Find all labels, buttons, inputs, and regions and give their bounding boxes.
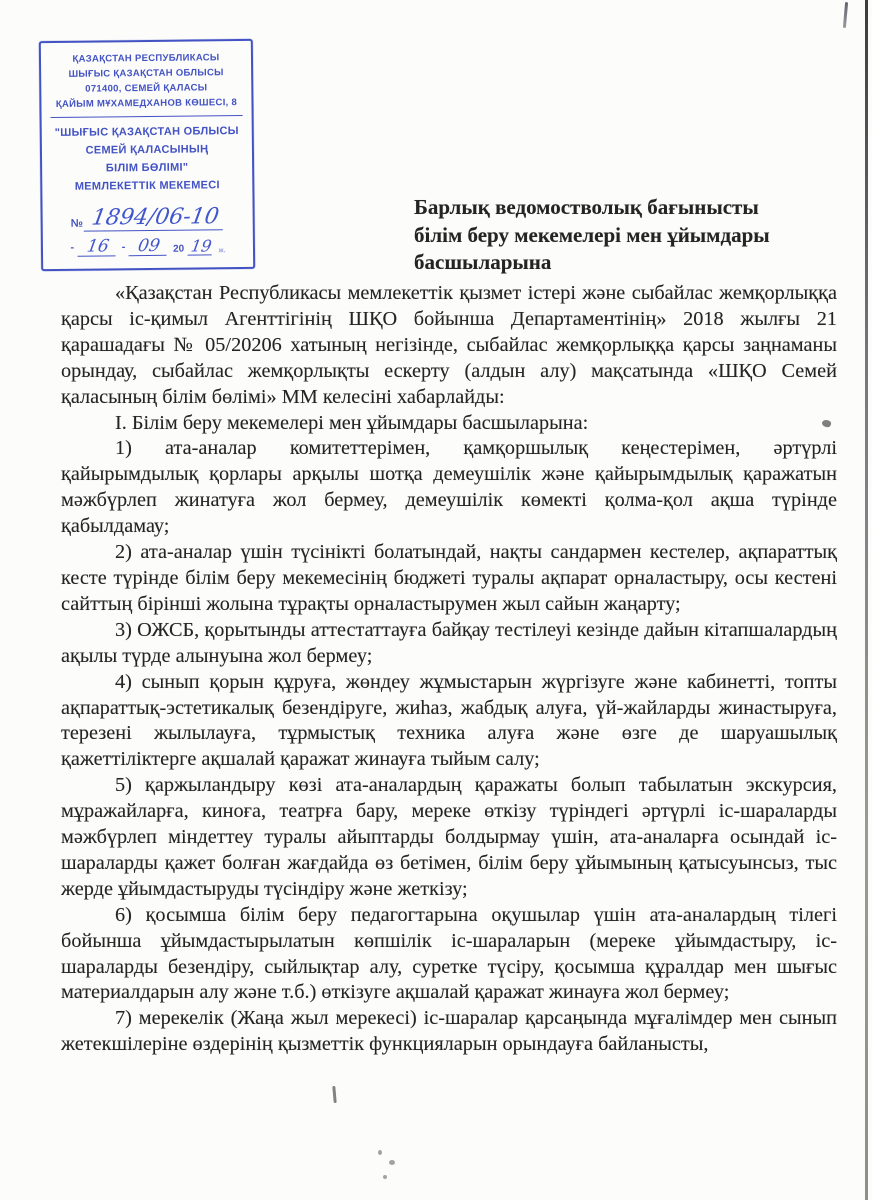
registration-stamp xyxy=(39,39,255,271)
stamp-org-line: МЕМЛЕКЕТТІК МЕКЕМЕСІ xyxy=(74,179,220,193)
body-paragraph-intro: «Қазақстан Республикасы мемлекеттік қызмет істері және сыбайлас жемқорлыққа қарсы іс-қимыл Агенттігінің ШҚО бойынша Департаментінің» 2018 жылғы 21 қарашадағы № 05/20206 хатының негізінде, сыбайлас жемқорлыққа қарсы заңнаманы орындау, сыбайлас жемқорлықты ескерту (алдын алу) мақсатында «ШҚО Семей қаласының білім бөлімі» ММ келесіні хабарлайды: xyxy=(61,282,837,408)
stamp-org-line: "ШЫҒЫС ҚАЗАҚСТАН ОБЛЫСЫ xyxy=(54,125,239,139)
stamp-date-dash: - xyxy=(121,241,126,254)
stamp-address-line: ҚАЙЫМ МҰХАМЕДХАНОВ КӨШЕСІ, 8 xyxy=(55,97,238,110)
speck-artifact xyxy=(378,1150,382,1155)
pen-mark-artifact xyxy=(843,2,848,28)
scan-edge-artifact xyxy=(865,0,868,1200)
stamp-date-month-handwritten: 09 xyxy=(129,238,170,256)
recipient-line: басшыларына xyxy=(414,250,552,274)
stamp-number-label: № xyxy=(70,217,83,230)
letter-body xyxy=(61,281,837,1058)
stamp-date-row xyxy=(46,237,250,257)
stamp-date-day-handwritten: 16 xyxy=(78,238,119,256)
stamp-date-dash: - xyxy=(70,241,75,254)
stamp-year-handwritten: 19 xyxy=(189,236,214,256)
stamp-number-handwritten: 1894/06-10 xyxy=(84,206,227,231)
stamp-org-line: СЕМЕЙ ҚАЛАСЫНЫҢ xyxy=(85,143,209,157)
stamp-year-suffix: ж. xyxy=(218,247,226,255)
stamp-address-block xyxy=(44,50,249,112)
stamp-address-line: ҚАЗАҚСТАН РЕСПУБЛИКАСЫ xyxy=(72,52,220,65)
body-paragraph-item-7: 7) мерекелік (Жаңа жыл мерекесі) іс-шаралар қарсаңында мұғалімдер мен сынып жетекшілеріне өздерінің қызметтік функцияларын орындауға байланысты, xyxy=(61,1007,837,1056)
body-paragraph-item-6: 6) қосымша білім беру педагогтарына оқушылар үшін ата-аналардың тілегі бойынша ұйымдастырылатын көпшілік іс-шараларын (мереке ұйымдастыру, іс-шараларды безендіру, сыйлықтар алу, суретке түсіру, қосымша құралдар мен шығыс материалдарын алу және т.б.) өткізуге ақшалай қаражат жинауға жол бермеу; xyxy=(61,903,837,1004)
recipient-line: білім беру мекемелері мен ұйымдары xyxy=(414,222,770,247)
body-paragraph-item-2: 2) ата-аналар үшін түсінікті болатындай, нақты сандармен кестелер, ақпараттық кесте түрінде білім беру мекемесінің бюджеті туралы ақпарат орналастыру, осы кестені сайттың бірінші жолына тұрақты орналастырумен жыл сайын жаңарту; xyxy=(61,541,837,615)
body-paragraph-item-1: 1) ата-аналар комитеттерімен, қамқоршылық кеңестерімен, әртүрлі қайырымдылық қорлары арқылы шотқа демеушілік және қайырымдылық қаражатын мәжбүрлеп жинатуға жол бермеу, демеушілік көмекті қолма-қол ақша түрінде қабылдамау; xyxy=(61,437,837,538)
stamp-address-line: 071400, СЕМЕЙ ҚАЛАСЫ xyxy=(85,82,208,95)
speck-artifact xyxy=(389,1160,395,1165)
body-section-heading: І. Білім беру мекемелері мен ұйымдары басшыларына: xyxy=(115,411,589,434)
body-paragraph-item-5: 5) қаржыландыру көзі ата-аналардың қаражаты болып табылатын экскурсия, мұражайларға, киноға, театрға бару, мереке өткізу түріндегі әртүрлі іс-шараларды мәжбүрлеп міндеттеу туралы айыптарды болдырмау үшін, ата-аналарға осындай іс-шараларды қажет болған жағдайда өз бетімен, білім беру ұйымының қатысуынсыз, тыс жерде ұйымдастыруды түсіндіру және жеткізу; xyxy=(61,774,837,900)
body-paragraph-item-3: 3) ОЖСБ, қорытынды аттестаттауға байқау тестілеуі кезінде дайын кітапшалардың ақылы түрде алынуына жол бермеу; xyxy=(61,618,837,667)
speck-artifact xyxy=(383,1175,387,1179)
recipient-block xyxy=(414,194,786,277)
stamp-address-line: ШЫҒЫС ҚАЗАҚСТАН ОБЛЫСЫ xyxy=(68,67,224,80)
stamp-year-printed: 20 xyxy=(173,243,185,255)
tick-mark-artifact xyxy=(332,1086,336,1103)
body-paragraph-item-4: 4) сынып қорын құруға, жөндеу жұмыстарын жүргізуге және кабинетті, топты ақпараттық-эстетикалық безендіруге, жиһаз, жабдық алуға, үй-жайларды жинастыруға, терезені жылылауға, тұрмыстық техника алуға және өзге де шаруашылық қажеттіліктерге ақшалай қаражат жинауға тыйым салу; xyxy=(61,670,837,771)
stamp-number-row xyxy=(46,206,250,232)
stamp-divider xyxy=(51,115,243,118)
stamp-org-block xyxy=(45,122,250,196)
recipient-line: Барлық ведомостволық бағынысты xyxy=(414,195,759,219)
stamp-org-line: БІЛІМ БӨЛІМІ" xyxy=(105,161,189,175)
